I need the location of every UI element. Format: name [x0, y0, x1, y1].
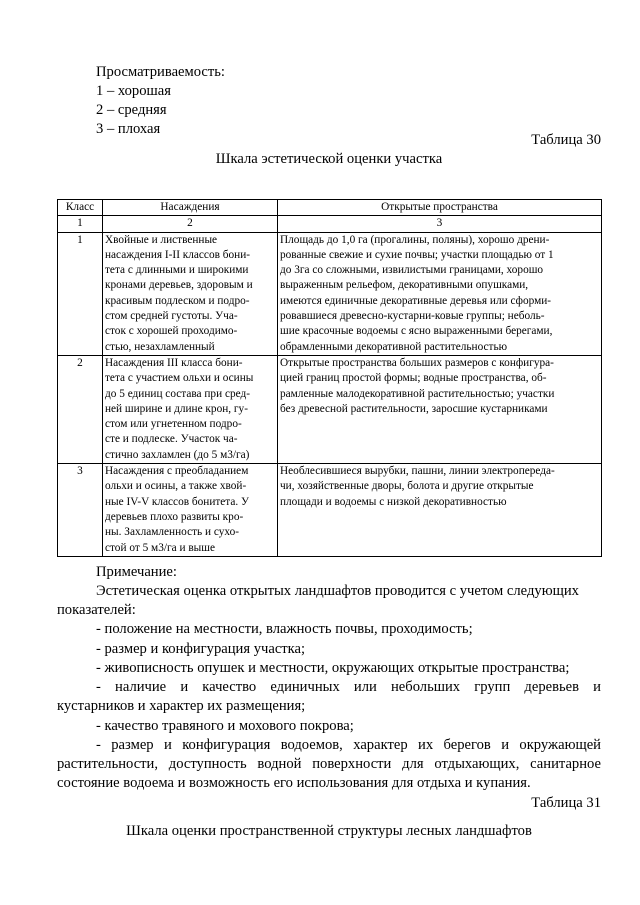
row-open-space-description: Необлесившиеся вырубки, пашни, линии электропереда- чи, хозяйственные дворы, болота и другие открытые площади и водоемы с низкой декоративностью — [278, 464, 602, 557]
note-intro-line2: показателей: — [57, 602, 136, 618]
row-class: 1 — [58, 232, 103, 355]
note-bullet-water-line3: состояние водоема и возможность его использования для отдыха и купания. — [57, 775, 531, 791]
note-bullet-trees-line1: - наличие и качество единичных или небольших групп деревьев и — [96, 679, 601, 695]
header-open-spaces: Открытые пространства — [278, 200, 602, 216]
row-stand-description: Насаждения III класса бони- тета с участием ольхи и осины до 5 единиц состава при сред- ней ширине и длине крон, гу- стом или угнетенном подро- сте и подлеске. Участок ча- стично захламлен (до 5 м3/га) — [103, 355, 278, 463]
row-open-space-description: Площадь до 1,0 га (прогалины, поляны), хорошо дрени- рованные свежие и сухие почвы; участки площадью от 1 до 3га со сложными, извилистыми границами, хорошо выраженным рельефом, декоративными опушками, имеются единичные декоративные деревья или сформи- ровавшиеся древесно-кустарни-ковые группы; неболь- шие красочные водоемы с ясно выраженными берегами, обрамленными декоративной растительностью — [278, 232, 602, 355]
note-bullet-trees-line2: кустарников и характер их размещения; — [57, 698, 306, 714]
table-header-row — [58, 200, 602, 216]
table30-label: Таблица 30 — [531, 132, 601, 148]
visibility-item-1: 1 – хорошая — [96, 83, 171, 99]
row-class: 2 — [58, 355, 103, 463]
note-bullet-location: - положение на местности, влажность почвы, проходимость; — [96, 621, 473, 637]
visibility-item-2: 2 – средняя — [96, 102, 167, 118]
column-number-2: 2 — [103, 216, 278, 232]
table30-title: Шкала эстетической оценки участка — [215, 151, 443, 167]
column-number-3: 3 — [278, 216, 602, 232]
header-stands: Насаждения — [103, 200, 278, 216]
note-title: Примечание: — [96, 564, 177, 580]
row-class: 3 — [58, 464, 103, 557]
table-row — [58, 355, 602, 463]
table31-label: Таблица 31 — [531, 795, 601, 811]
note-intro-line1: Эстетическая оценка открытых ландшафтов проводится с учетом следующих — [96, 583, 579, 599]
note-bullet-water-line2: растительности, доступность водной поверхности для отдыхающих, санитарное — [57, 756, 601, 772]
row-stand-description: Хвойные и лиственные насаждения I-II классов бони- тета с длинными и широкими кронами деревьев, здоровым и красивым подлеском и подро- стом средней густоты. Уча- сток с хорошей проходимо- стью, незахламленный — [103, 232, 278, 355]
table-number-row — [58, 216, 602, 232]
visibility-title: Просматриваемость: — [96, 64, 225, 80]
visibility-item-3: 3 – плохая — [96, 121, 161, 137]
note-bullet-scenery: - живописность опушек и местности, окружающих открытые пространства; — [96, 660, 570, 676]
aesthetic-assessment-table — [57, 199, 602, 557]
table-row — [58, 232, 602, 355]
row-open-space-description: Открытые пространства больших размеров с конфигура- цией границ простой формы; водные пространства, об- рамленные малодекоративной растительностью; участки без древесной растительности, заросшие кустарниками — [278, 355, 602, 463]
note-bullet-water-line1: - размер и конфигурация водоемов, характер их берегов и окружающей — [96, 737, 601, 753]
table31-title: Шкала оценки пространственной структуры лесных ландшафтов — [126, 823, 532, 839]
row-stand-description: Насаждения с преобладанием ольхи и осины, а также хвой- ные IV-V классов бонитета. У деревьев плохо развиты кро- ны. Захламленность и сухо- стой от 5 м3/га и выше — [103, 464, 278, 557]
note-bullet-size: - размер и конфигурация участка; — [96, 641, 306, 657]
note-bullet-grass: - качество травяного и мохового покрова; — [96, 718, 354, 734]
table-row — [58, 464, 602, 557]
column-number-1: 1 — [58, 216, 103, 232]
header-class: Класс — [58, 200, 103, 216]
